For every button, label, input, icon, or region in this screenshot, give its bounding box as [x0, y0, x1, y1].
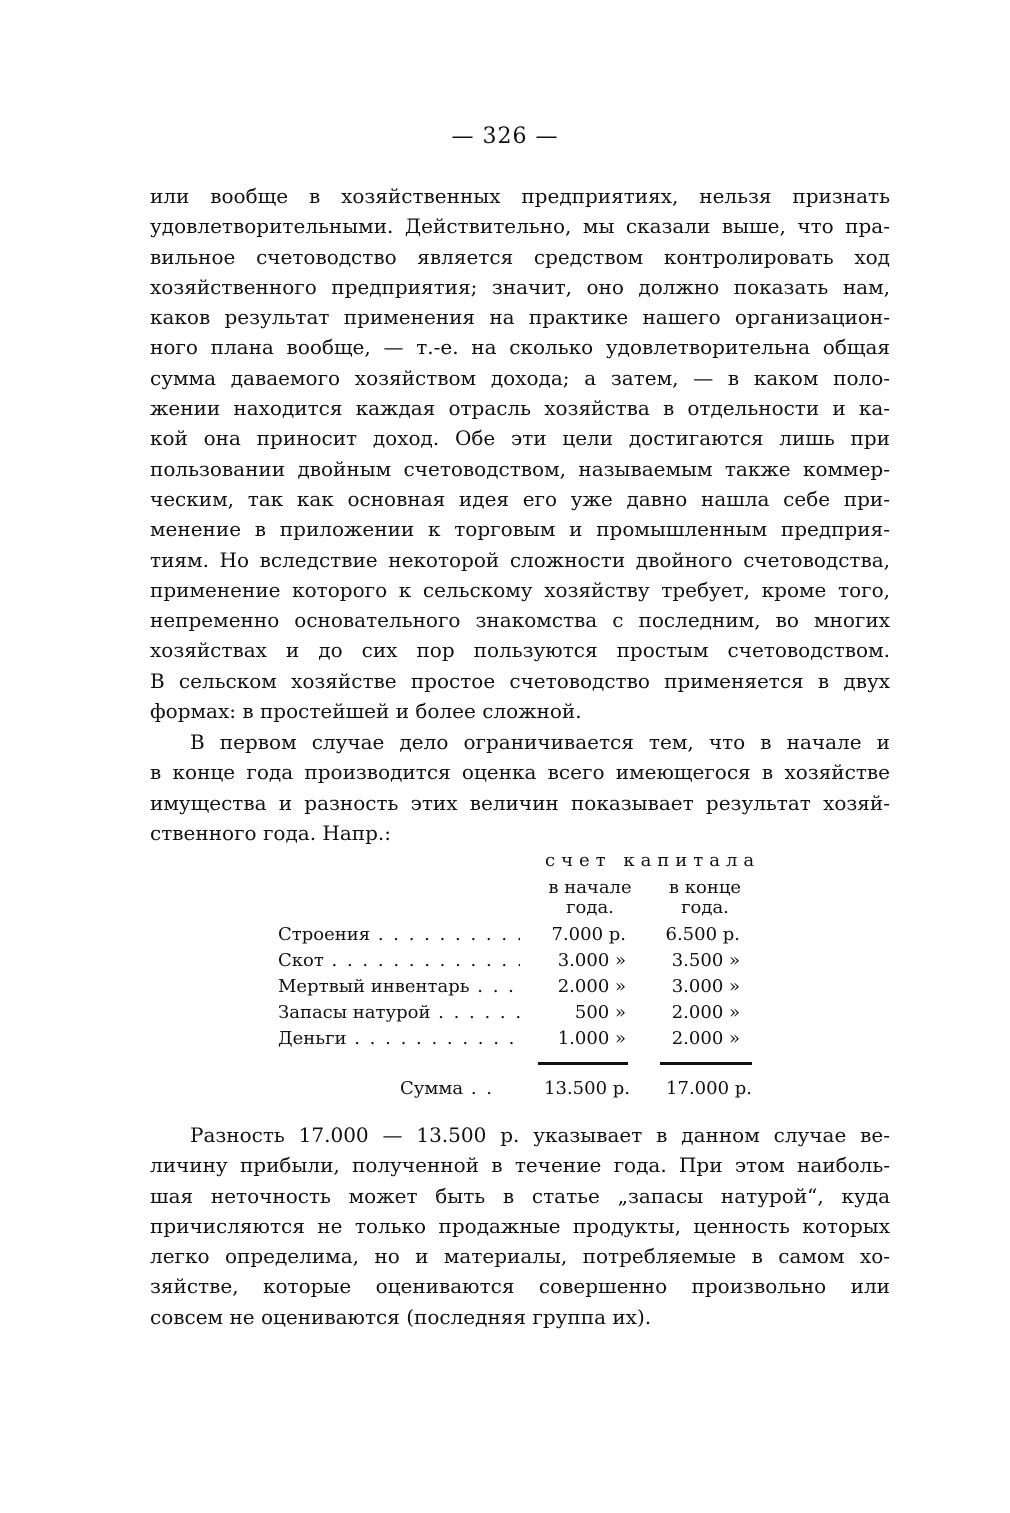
row-label: Запасы натурой . . .	[278, 1000, 558, 1026]
page-number: — 326 —	[451, 124, 559, 149]
row-start-value: 3.000 »	[520, 948, 626, 974]
table-header-capital: счет капитала	[545, 850, 761, 871]
table-row	[270, 922, 770, 948]
text-line: шая неточность может быть в статье „запасы натурой“, куда	[150, 1183, 890, 1208]
text-line: В сельском хозяйстве простое счетоводство применяется в двух	[150, 668, 890, 693]
row-start-value: 1.000 »	[520, 1026, 626, 1052]
sum-label: Сумма . .	[400, 1076, 494, 1102]
text-line: формах: в простейшей и более сложной.	[150, 699, 582, 724]
text-line: удовлетворительными. Действительно, мы сказали выше, что пра-	[150, 214, 890, 239]
sum-end-value: 17.000 р.	[666, 1078, 752, 1099]
text-line: В первом случае дело ограничивается тем, что в начале и	[190, 730, 890, 754]
text-line: непременно основательного знакомства с последним, во многих	[150, 608, 890, 633]
row-end-value: 3.000 »	[671, 976, 740, 997]
text-line: хозяйствах и до сих пор пользуются простым счетоводством.	[150, 638, 890, 663]
paragraph-3	[150, 1120, 890, 1332]
row-label: Строения . . .	[278, 922, 558, 948]
row-end-value: 6.500 р.	[665, 924, 740, 945]
paragraph-2	[150, 727, 890, 848]
row-end-value: 3.500 »	[671, 950, 740, 971]
paragraph-1	[150, 181, 890, 726]
text-line: жении находится каждая отрасль хозяйства в отдельности и ка-	[150, 396, 890, 421]
row-start-value: 500 »	[520, 1000, 626, 1026]
table-row	[270, 1026, 770, 1052]
table-row	[270, 948, 770, 974]
text-line: кой она приносит доход. Обе эти цели достигаются лишь при	[150, 426, 890, 451]
column-header-start: в начале года.	[548, 877, 632, 918]
text-line: причисляются не только продажные продукты, ценность которых	[150, 1213, 890, 1238]
sum-rule-start	[538, 1062, 628, 1065]
text-line: личину прибыли, полученной в течение года. При этом наиболь-	[150, 1153, 890, 1178]
row-label: Деньги . . .	[278, 1026, 558, 1052]
text-line: в конце года производится оценка всего имеющегося в хозяйстве	[150, 760, 890, 785]
row-label: Скот . . .	[278, 948, 558, 974]
text-line: хозяйственного предприятия; значит, оно должно показать нам,	[150, 274, 890, 299]
row-end-value: 2.000 »	[671, 1028, 740, 1049]
sum-row	[270, 1076, 770, 1102]
row-start-value: 2.000 »	[520, 974, 626, 1000]
text-line: зяйстве, которые оцениваются совершенно произвольно или	[150, 1274, 890, 1299]
text-line: совсем не оцениваются (последняя группа их).	[150, 1304, 652, 1329]
text-line: Разность 17.000 — 13.500 р. указывает в данном случае ве-	[190, 1123, 890, 1147]
text-line: или вообще в хозяйственных предприятиях, нельзя признать	[150, 184, 890, 208]
text-line: каков результат применения на практике нашего организацион-	[150, 305, 890, 330]
text-line: применение которого к сельскому хозяйству требует, кроме того,	[150, 577, 890, 602]
row-end-value: 2.000 »	[671, 1002, 740, 1023]
text-line: ческим, так как основная идея его уже давно нашла себе при-	[150, 486, 890, 511]
table-row	[270, 1000, 770, 1026]
text-line: тиям. Но вследствие некоторой сложности двойного счетоводства,	[150, 547, 890, 572]
row-label: Мертвый инвентарь . . .	[278, 974, 558, 1000]
column-header-end: в конце года.	[668, 877, 742, 918]
text-line: вильное счетоводство является средством контролировать ход	[150, 244, 890, 269]
row-start-value: 7.000 р.	[520, 922, 626, 948]
text-line: пользовании двойным счетоводством, называемым также коммер-	[150, 456, 890, 481]
text-line: имущества и разность этих величин показывает результат хозяй-	[150, 790, 890, 815]
text-line: ственного года. Напр.:	[150, 820, 392, 845]
text-line: сумма даваемого хозяйством дохода; а затем, — в каком поло-	[150, 365, 890, 390]
sum-start-value: 13.500 р.	[544, 1078, 630, 1099]
sum-rule-end	[660, 1062, 752, 1065]
text-line: ного плана вообще, — т.-е. на сколько удовлетворительна общая	[150, 335, 890, 360]
text-line: легко определима, но и материалы, потребляемые в самом хо-	[150, 1244, 890, 1269]
table-row	[270, 974, 770, 1000]
text-line: менение в приложении к торговым и промышленным предприя-	[150, 517, 890, 542]
